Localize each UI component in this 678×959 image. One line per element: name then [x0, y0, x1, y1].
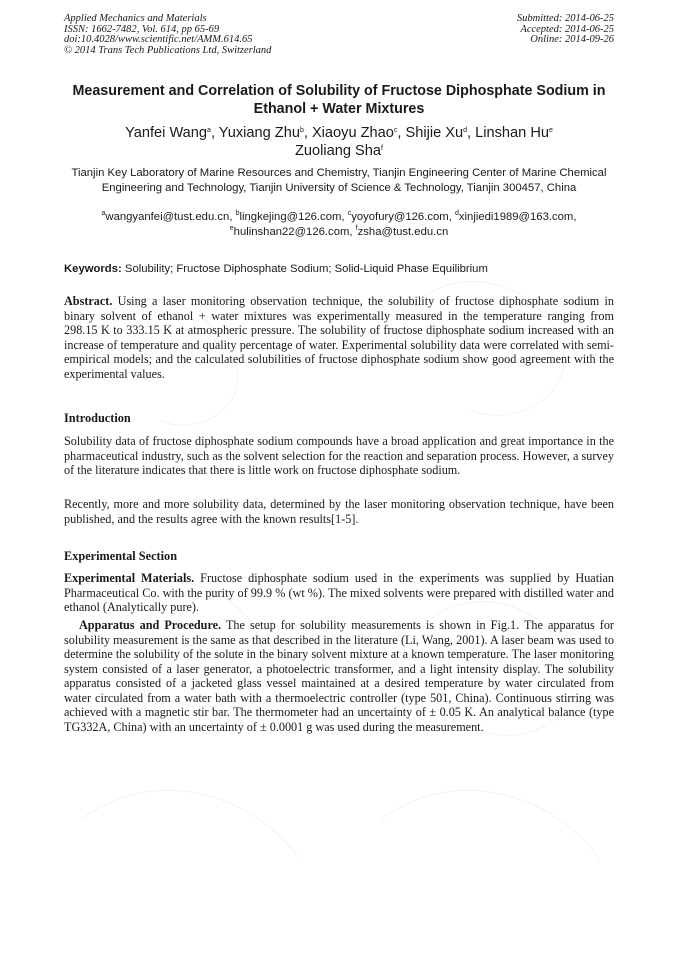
author-name: Yanfei Wang — [125, 125, 208, 141]
journal-header-right — [517, 14, 614, 46]
author-name: Zuoliang Sha — [295, 143, 382, 159]
email-mark: b — [235, 210, 240, 217]
experimental-heading: Experimental Section — [64, 549, 178, 563]
email-link[interactable]: yoyofury@126.com — [351, 211, 449, 223]
online-date: Online: 2014-09-26 — [530, 34, 614, 46]
author-name: Yuxiang Zhu — [218, 125, 300, 141]
issn-line: ISSN: 1662-7482, Vol. 614, pp 65-69 — [64, 23, 220, 35]
introduction-paragraph-2: Recently, more and more solubility data, determined by the laser monitoring observation technique, have been published, and the results agree with the known results[1-5]. — [64, 497, 614, 526]
experimental-materials-paragraph — [64, 571, 614, 615]
email-link[interactable]: hulinshan22@126.com — [233, 226, 350, 238]
author-list — [64, 124, 614, 160]
author-affil-mark: f — [381, 145, 383, 152]
email-link[interactable]: xinjiedi1989@163.com — [458, 211, 574, 223]
email-separator: , — [341, 211, 348, 223]
keywords-label: Keywords: — [64, 263, 122, 275]
email-link[interactable]: lingkejing@126.com — [239, 211, 342, 223]
email-mark: a — [101, 210, 106, 217]
author-affil-mark: b — [299, 127, 304, 134]
affiliation: Tianjin Key Laboratory of Marine Resources and Chemistry, Tianjin Engineering Center of Marine Chemical Engineering and Technology, Tianjin University of Science & Technology, Tianjin 300457, China — [71, 167, 607, 194]
keywords — [64, 262, 614, 276]
author-separator: , — [210, 125, 219, 141]
author-name: Shijie Xu — [405, 125, 464, 141]
abstract-text: Using a laser monitoring observation technique, the solubility of fructose diphosphate sodium in binary solvent of ethanol + water mixtures was experimentally measured in the temperature ranging from 298.15 K to 333.15 K at atmospheric pressure. The solubility of fructose diphosphate sodium increased with an increase of temperature and quality percentage of water. Experimental solubility data were correlated with semi-empirical models; and the calculated solubilities of fructose diphosphate sodium show good agreement with the experimental values. — [64, 294, 614, 381]
email-separator: , — [229, 211, 236, 223]
author-name: Xiaoyu Zhao — [311, 125, 394, 141]
apparatus-text: The setup for solubility measurements is shown in Fig.1. The apparatus for solubility measurement is the same as that described in the literature (Li, Wang, 2001). A laser beam was used to determine the solubility of the solute in the binary solvent mixture at a known temperature. The laser monitoring system consisted of a laser generator, a photoelectric transformer, and a light intensity display. The solubility apparatus consisted of a jacketed glass vessel maintained at a desired temperature by water circulated from water circulated from a water bath with a thermoelectric controller (type 501, China). Continuous stirring was achieved with a magnetic stir bar. The thermometer had an uncertainty of ± 0.05 K. An analytical balance (type TG332A, China) with an uncertainty of ± 0.0001 g was used during the measurement. — [64, 618, 614, 734]
apparatus-label: Apparatus and Procedure. — [79, 618, 222, 632]
email-mark: d — [454, 210, 459, 217]
doi-link[interactable]: doi:10.4028/www.scientific.net/AMM.614.65 — [64, 34, 253, 46]
author-separator: , — [303, 125, 312, 141]
email-mark: c — [347, 210, 352, 217]
author-affil-mark: d — [463, 127, 468, 134]
materials-text: Fructose diphosphate sodium used in the experiments was supplied by Huatian Pharmaceutical Co. with the purity of 99.9 % (wt %). The mixed solvents were prepared with distilled water and ethanol (Analytically pure). — [64, 571, 614, 614]
abstract — [64, 294, 614, 381]
introduction-paragraph-1: Solubility data of fructose diphosphate sodium compounds have a broad application and great importance in the pharmaceutical industry, such as the solvent selection for the reaction and separation process. However, a survey of the literature indicates that there is little work on fructose diphosphate sodium. — [64, 434, 614, 477]
email-separator: , — [573, 211, 577, 223]
submitted-date: Submitted: 2014-06-25 — [516, 13, 614, 24]
journal-name: Applied Mechanics and Materials — [64, 13, 207, 24]
email-mark: f — [355, 225, 358, 232]
introduction-heading: Introduction — [64, 411, 131, 425]
accepted-date: Accepted: 2014-06-25 — [520, 23, 614, 35]
paper-title: Measurement and Correlation of Solubility of Fructose Diphosphate Sodium in Ethanol + Water Mixtures — [72, 83, 606, 117]
materials-label: Experimental Materials. — [64, 571, 195, 585]
email-link[interactable]: zsha@tust.edu.cn — [357, 226, 449, 238]
keywords-text: Solubility; Fructose Diphosphate Sodium; Solid-Liquid Phase Equilibrium — [121, 263, 488, 275]
author-separator: , — [467, 125, 476, 141]
email-mark: e — [229, 225, 234, 232]
author-name: Linshan Hu — [475, 125, 549, 141]
author-affil-mark: e — [548, 127, 553, 134]
author-affil-mark: c — [393, 127, 398, 134]
email-list — [64, 210, 614, 240]
journal-header-left — [64, 14, 271, 56]
email-link[interactable]: wangyanfei@tust.edu.cn — [105, 211, 230, 223]
email-separator: , — [349, 226, 356, 238]
email-separator: , — [448, 211, 455, 223]
author-affil-mark: a — [207, 127, 211, 134]
author-separator: , — [397, 125, 406, 141]
copyright-line: © 2014 Trans Tech Publications Ltd, Switzerland — [64, 44, 272, 56]
apparatus-paragraph — [64, 618, 614, 734]
abstract-label: Abstract. — [64, 294, 113, 308]
